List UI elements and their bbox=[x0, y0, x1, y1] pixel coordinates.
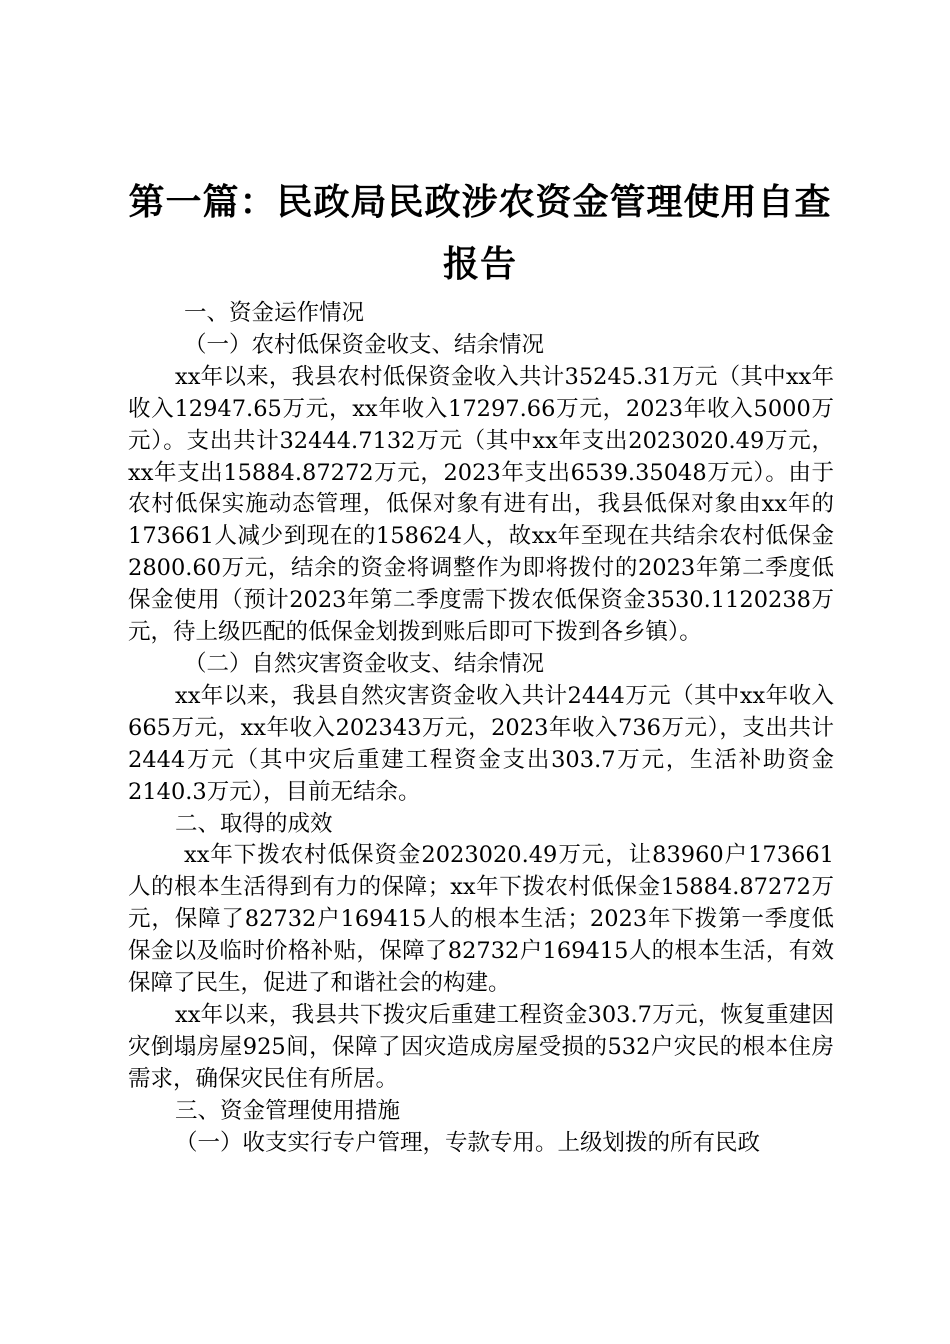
section-heading-1: 一、资金运作情况 bbox=[184, 300, 365, 326]
section-heading-3: 三、资金管理使用措施 bbox=[175, 1097, 401, 1124]
paragraph-disaster-funds: xx年以来，我县自然灾害资金收入共计2444万元（其中xx年收入665万元，xx年收入202343万元，2023年收入736万元），支出共计2444万元（其中灾后重建工程资金支出303.7万元，生活补助资金2140.3万元），目前无结余。 bbox=[128, 682, 834, 805]
paragraph-results-reconstruction: xx年以来，我县共下拨灾后重建工程资金303.7万元，恢复重建因灾倒塌房屋925间，保障了因灾造成房屋受损的532户灾民的根本住房需求，确保灾民住有所居。 bbox=[128, 1001, 834, 1092]
paragraph-low-income-funds: xx年以来，我县农村低保资金收入共计35245.31万元（其中xx年收入12947.65万元，xx年收入17297.66万元，2023年收入5000万元）。支出共计32444.7132万元（其中xx年支出2023020.49万元，xx年支出15884.87272万元，2023年支出6539.35048万元）。由于农村低保实施动态管理，低保对象有进有出，我县低保对象由xx年的173661人减少到现在的158624人，故xx年至现在共结余农村低保金2800.60万元，结余的资金将调整作为即将拨付的2023年第二季度低保金使用（预计2023年第二季度需下拨农低保资金3530.1120238万元，待上级匹配的低保金划拨到账后即可下拨到各乡镇）。 bbox=[128, 363, 834, 646]
paragraph-results-low-income: xx年下拨农村低保资金2023020.49万元，让83960户173661人的根本生活得到有力的保障；xx年下拨农村低保金15884.87272万元，保障了82732户169415人的根本生活；2023年下拨第一季度低保金以及临时价格补贴，保障了82732户169415人的根本生活，有效保障了民生，促进了和谐社会的构建。 bbox=[128, 842, 834, 997]
paragraph-management-measures: （一）收支实行专户管理，专款专用。上级划拨的所有民政 bbox=[175, 1129, 761, 1156]
document-body bbox=[128, 298, 834, 1159]
subsection-heading-1-1: （一）农村低保资金收支、结余情况 bbox=[184, 331, 545, 358]
subsection-heading-1-2: （二）自然灾害资金收支、结余情况 bbox=[184, 650, 545, 677]
section-heading-2: 二、取得的成效 bbox=[175, 810, 333, 837]
document-title: 第一篇：民政局民政涉农资金管理使用自查报告 bbox=[128, 182, 832, 285]
